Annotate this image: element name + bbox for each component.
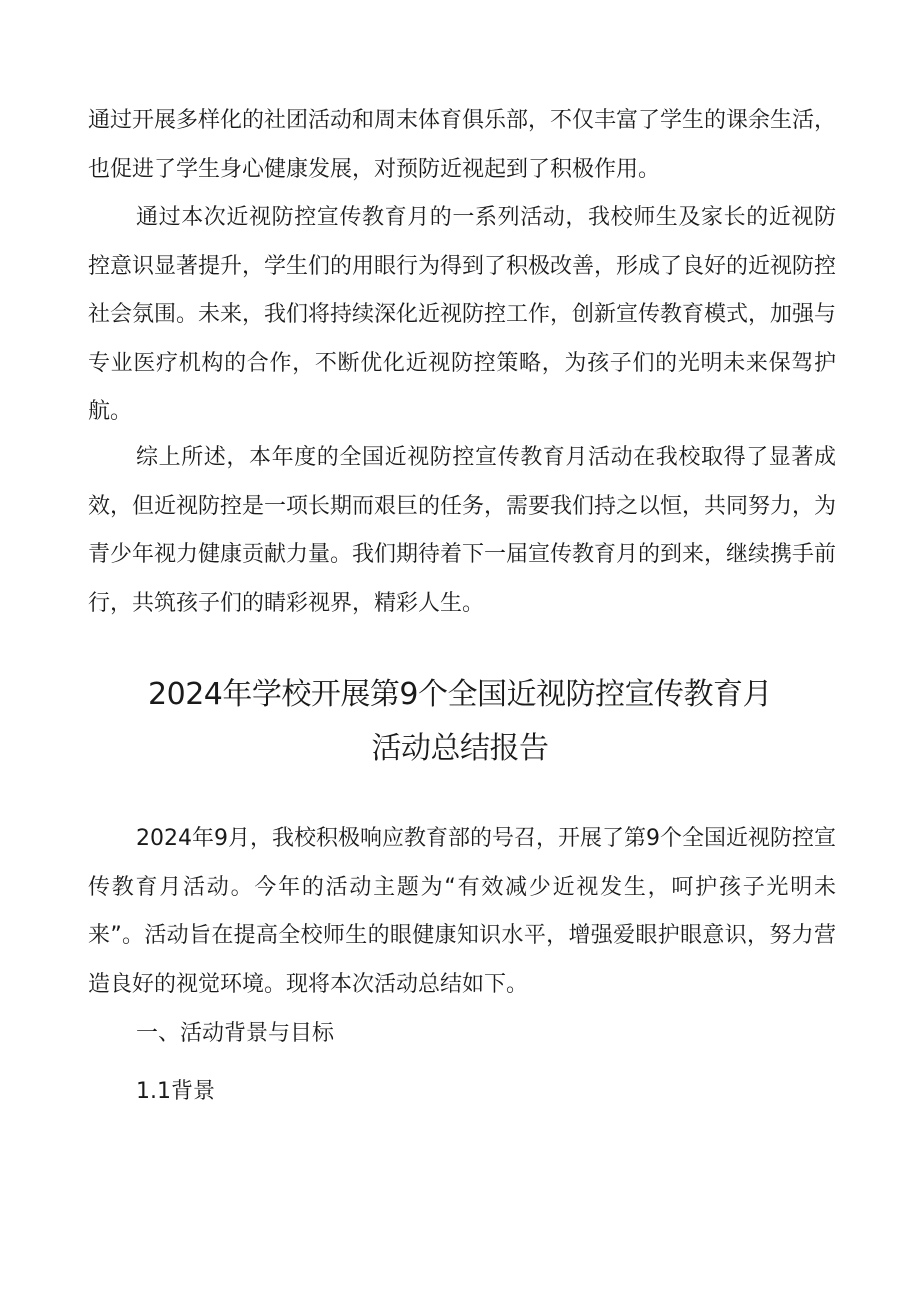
section-heading-background-goals: 一、活动背景与目标 bbox=[136, 1021, 335, 1046]
paragraph-club-activities: 通过开展多样化的社团活动和周末体育俱乐部，不仅丰富了学生的课余生活，也促进了学生身心健康发展，对预防近视起到了积极作用。 bbox=[88, 108, 837, 182]
paragraph-report-intro: 2024年9月，我校积极响应教育部的号召，开展了第9个全国近视防控宣传教育月活动。今年的活动主题为“有效减少近视发生，呵护孩子光明未来”。活动旨在提高全校师生的眼健康知识水平，增强爱眼护眼意识，努力营造良好的视觉环境。现将本次活动总结如下。 bbox=[88, 826, 836, 997]
paragraph-activity-results: 通过本次近视防控宣传教育月的一系列活动，我校师生及家长的近视防控意识显著提升，学生们的用眼行为得到了积极改善，形成了良好的近视防控社会氛围。未来，我们将持续深化近视防控工作，创新宣传教育模式，加强与专业医疗机构的合作，不断优化近视防控策略，为孩子们的光明未来保驾护航。 bbox=[88, 205, 837, 424]
report-title-line2: 活动总结报告 bbox=[371, 731, 549, 766]
paragraph-conclusion: 综上所述，本年度的全国近视防控宣传教育月活动在我校取得了显著成效，但近视防控是一项长期而艰巨的任务，需要我们持之以恒，共同努力，为青少年视力健康贡献力量。我们期待着下一届宣传教育月的到来，继续携手前行，共筑孩子们的睛彩视界，精彩人生。 bbox=[88, 445, 837, 616]
report-title-line1: 2024年学校开展第9个全国近视防控宣传教育月 bbox=[148, 677, 772, 712]
subsection-heading-background: 1.1背景 bbox=[136, 1079, 215, 1104]
